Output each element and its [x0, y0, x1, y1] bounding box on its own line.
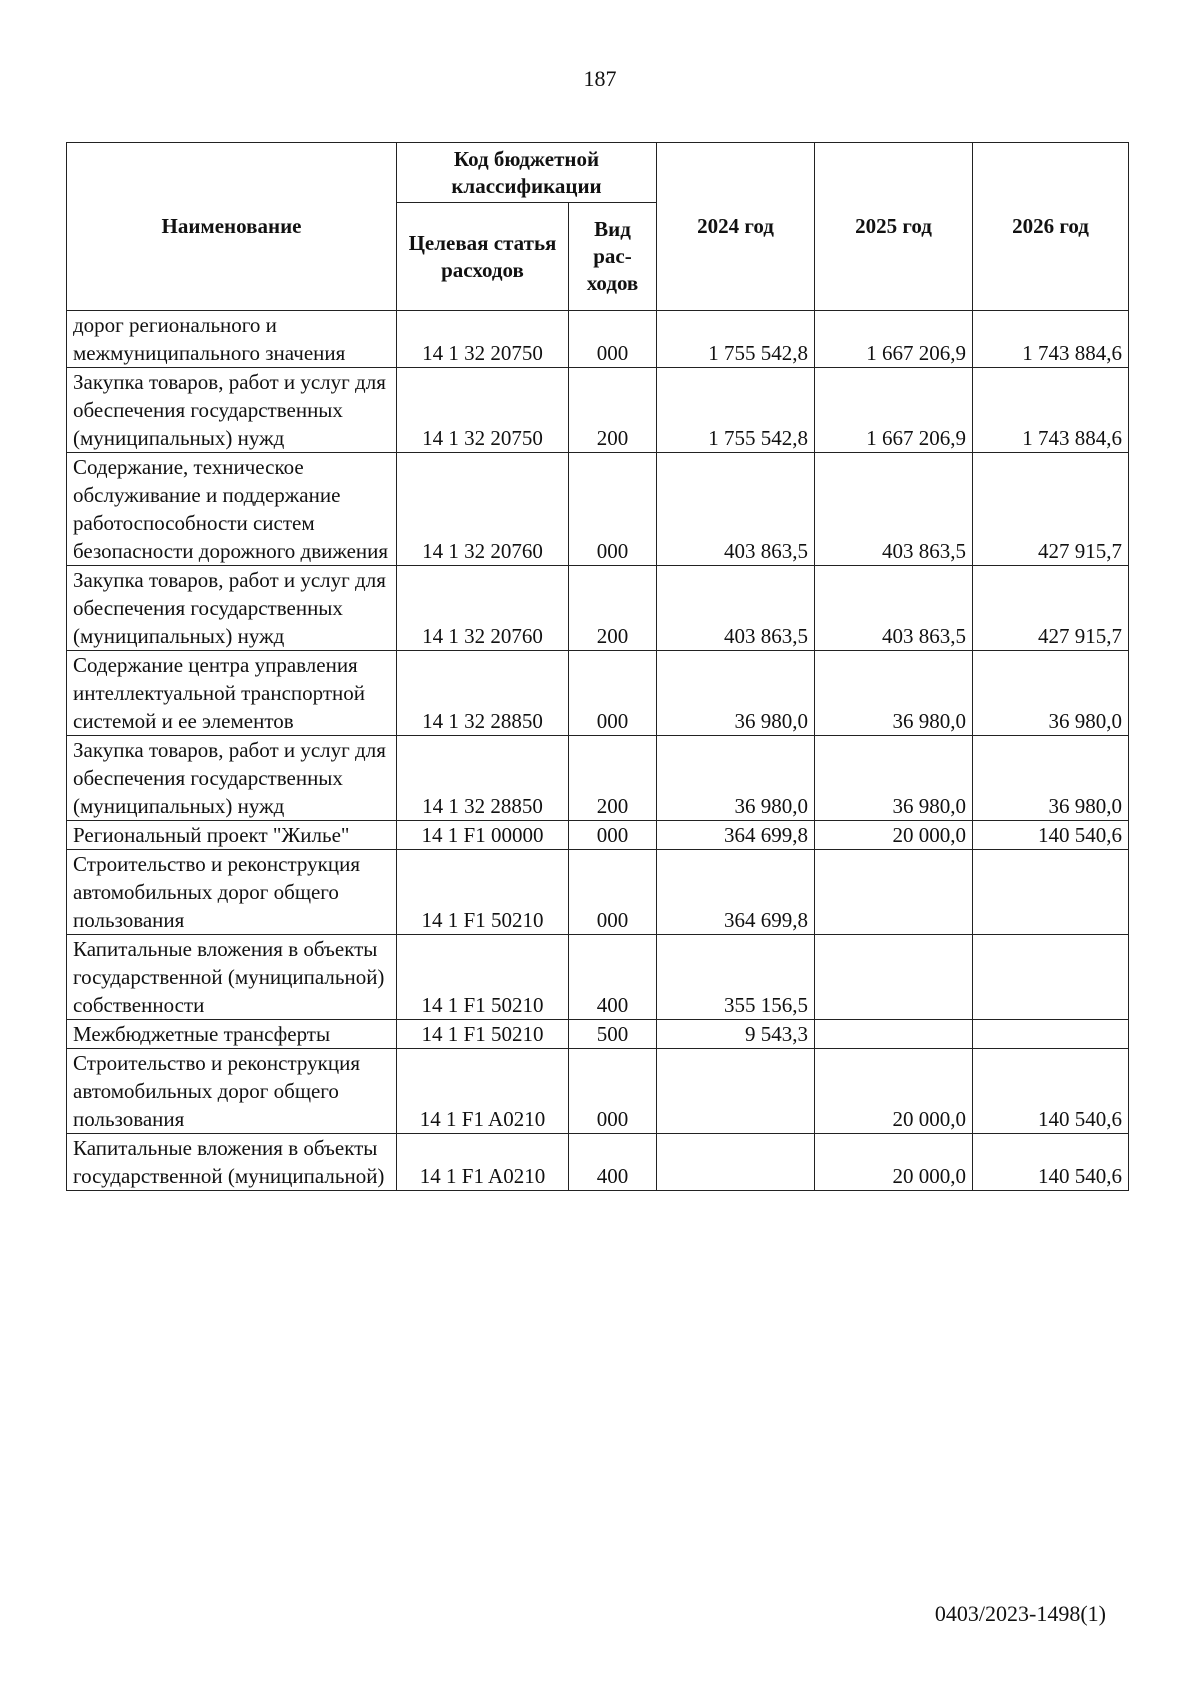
row-name: Закупка товаров, работ и услуг для обеспечения государственных (муниципальных) нужд	[67, 566, 397, 651]
row-amount-2025: 403 863,5	[815, 566, 973, 651]
row-target-article: 14 1 F1 A0210	[397, 1134, 569, 1191]
row-name: Содержание, техническое обслуживание и поддержание работоспособности систем безопасности дорожного движения	[67, 453, 397, 566]
row-amount-2026: 427 915,7	[973, 453, 1129, 566]
table-row	[67, 453, 1129, 566]
table-row	[67, 821, 1129, 850]
row-amount-2026: 140 540,6	[973, 1049, 1129, 1134]
row-name: Закупка товаров, работ и услуг для обеспечения государственных (муниципальных) нужд	[67, 736, 397, 821]
row-expense-kind: 200	[569, 736, 657, 821]
row-name: Содержание центра управления интеллектуальной транспортной системой и ее элементов	[67, 651, 397, 736]
header-target-article: Целевая статья расходов	[397, 203, 569, 311]
header-budget-code-group: Код бюджетной классификации	[397, 143, 657, 203]
row-expense-kind: 200	[569, 368, 657, 453]
table-row	[67, 935, 1129, 1020]
row-expense-kind: 000	[569, 651, 657, 736]
row-amount-2025: 20 000,0	[815, 1134, 973, 1191]
row-target-article: 14 1 F1 A0210	[397, 1049, 569, 1134]
row-target-article: 14 1 32 28850	[397, 736, 569, 821]
row-target-article: 14 1 32 20760	[397, 566, 569, 651]
table-row	[67, 736, 1129, 821]
budget-table	[66, 142, 1129, 1191]
row-target-article: 14 1 32 20750	[397, 311, 569, 368]
page-number: 187	[583, 66, 617, 91]
row-amount-2024: 403 863,5	[657, 453, 815, 566]
row-target-article: 14 1 F1 50210	[397, 850, 569, 935]
row-amount-2024	[657, 1134, 815, 1191]
row-amount-2025: 403 863,5	[815, 453, 973, 566]
row-amount-2024	[657, 1049, 815, 1134]
row-amount-2026: 140 540,6	[973, 821, 1129, 850]
row-amount-2026	[973, 1020, 1129, 1049]
row-expense-kind: 000	[569, 453, 657, 566]
row-amount-2025: 20 000,0	[815, 821, 973, 850]
row-target-article: 14 1 32 20760	[397, 453, 569, 566]
row-amount-2025	[815, 850, 973, 935]
row-amount-2024: 364 699,8	[657, 850, 815, 935]
row-amount-2026: 427 915,7	[973, 566, 1129, 651]
row-expense-kind: 200	[569, 566, 657, 651]
row-amount-2024: 355 156,5	[657, 935, 815, 1020]
row-target-article: 14 1 32 28850	[397, 651, 569, 736]
row-name: Межбюджетные трансферты	[67, 1020, 397, 1049]
table-row	[67, 1134, 1129, 1191]
row-amount-2024: 403 863,5	[657, 566, 815, 651]
header-year-2026: 2026 год	[973, 143, 1129, 311]
row-amount-2025	[815, 935, 973, 1020]
row-amount-2025	[815, 1020, 973, 1049]
row-expense-kind: 000	[569, 311, 657, 368]
row-expense-kind: 500	[569, 1020, 657, 1049]
table-row	[67, 1020, 1129, 1049]
row-amount-2026	[973, 850, 1129, 935]
row-name: Региональный проект "Жилье"	[67, 821, 397, 850]
table-row	[67, 566, 1129, 651]
row-expense-kind: 400	[569, 935, 657, 1020]
row-amount-2026: 1 743 884,6	[973, 311, 1129, 368]
table-row	[67, 311, 1129, 368]
row-target-article: 14 1 32 20750	[397, 368, 569, 453]
row-amount-2024: 36 980,0	[657, 736, 815, 821]
table-body	[67, 311, 1129, 1191]
row-amount-2024: 364 699,8	[657, 821, 815, 850]
table-row	[67, 850, 1129, 935]
row-expense-kind: 000	[569, 1049, 657, 1134]
row-amount-2024: 9 543,3	[657, 1020, 815, 1049]
header-year-2025: 2025 год	[815, 143, 973, 311]
row-amount-2025: 20 000,0	[815, 1049, 973, 1134]
table-row	[67, 1049, 1129, 1134]
row-name: Строительство и реконструкция автомобильных дорог общего пользования	[67, 850, 397, 935]
row-target-article: 14 1 F1 50210	[397, 935, 569, 1020]
row-amount-2024: 1 755 542,8	[657, 368, 815, 453]
row-amount-2024: 36 980,0	[657, 651, 815, 736]
row-amount-2026: 1 743 884,6	[973, 368, 1129, 453]
row-name: Строительство и реконструкция автомобильных дорог общего пользования	[67, 1049, 397, 1134]
row-amount-2026: 36 980,0	[973, 651, 1129, 736]
row-expense-kind: 400	[569, 1134, 657, 1191]
row-amount-2026	[973, 935, 1129, 1020]
row-amount-2025: 36 980,0	[815, 736, 973, 821]
row-amount-2026: 36 980,0	[973, 736, 1129, 821]
row-name: Закупка товаров, работ и услуг для обеспечения государственных (муниципальных) нужд	[67, 368, 397, 453]
row-amount-2025: 1 667 206,9	[815, 368, 973, 453]
row-amount-2026: 140 540,6	[973, 1134, 1129, 1191]
row-amount-2025: 1 667 206,9	[815, 311, 973, 368]
row-expense-kind: 000	[569, 850, 657, 935]
document-code: 0403/2023-1498(1)	[934, 1601, 1106, 1626]
row-expense-kind: 000	[569, 821, 657, 850]
table-row	[67, 651, 1129, 736]
row-name: дорог регионального и межмуниципального значения	[67, 311, 397, 368]
row-amount-2024: 1 755 542,8	[657, 311, 815, 368]
row-target-article: 14 1 F1 50210	[397, 1020, 569, 1049]
header-year-2024: 2024 год	[657, 143, 815, 311]
table-row	[67, 368, 1129, 453]
row-name: Капитальные вложения в объекты государственной (муниципальной) собственности	[67, 935, 397, 1020]
row-target-article: 14 1 F1 00000	[397, 821, 569, 850]
header-expense-kind: Вид рас-ходов	[569, 203, 657, 311]
row-amount-2025: 36 980,0	[815, 651, 973, 736]
header-name: Наименование	[67, 143, 397, 311]
row-name: Капитальные вложения в объекты государственной (муниципальной)	[67, 1134, 397, 1191]
